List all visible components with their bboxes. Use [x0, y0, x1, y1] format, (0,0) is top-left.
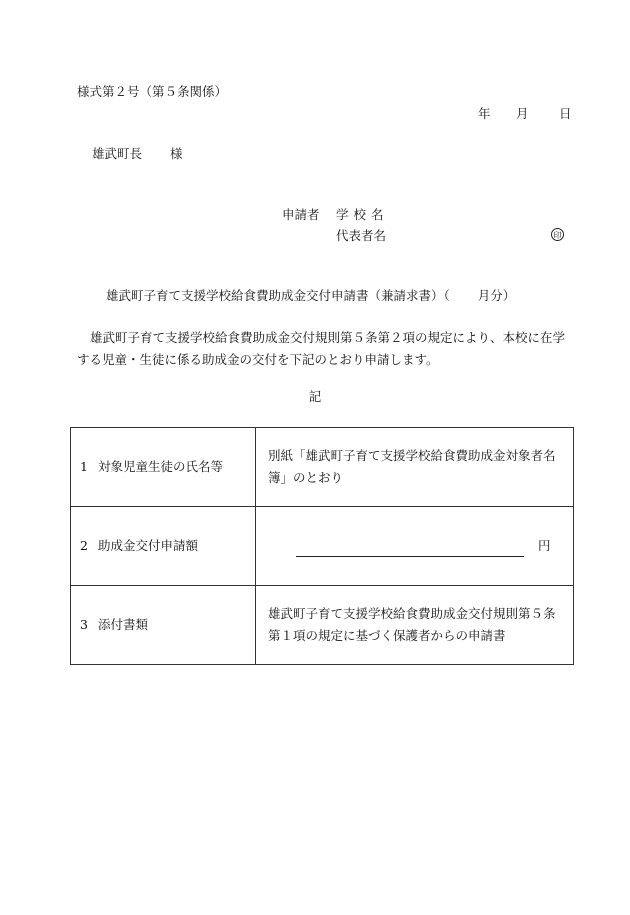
addressee-honorific: 様 [170, 146, 183, 161]
body-text: 雄武町子育て支援学校給食費助成金交付規則第５条第２項の規定により、本校に在学する児童・生徒に係る助成金の交付を下記のとおり申請します。 [77, 330, 566, 367]
document-title-main: 雄武町子育て支援学校給食費助成金交付申請書（兼請求書）（ [106, 288, 450, 303]
representative-name-label: 代表者名 [336, 228, 387, 243]
item-content-cell: 別紙「雄武町子育て支援学校給食費助成金対象者名簿」のとおり [256, 428, 574, 507]
table-row [71, 586, 574, 665]
form-number: 様式第２号（第５条関係） [77, 84, 228, 99]
item-label: 助成金交付申請額 [98, 538, 199, 553]
date-line [0, 106, 630, 122]
applicant-label: 申請者 [282, 207, 320, 222]
detail-table [70, 427, 574, 665]
date-month-label: 月 [516, 106, 529, 121]
item-number: 2 [80, 538, 88, 553]
ki-heading: 記 [308, 389, 322, 404]
amount-unit: 円 [538, 538, 551, 553]
document-title-suffix: 月分） [477, 288, 516, 303]
item-number: 3 [80, 617, 88, 632]
item-label: 対象児童生徒の氏名等 [98, 459, 224, 474]
document-title [106, 288, 515, 304]
item-content-cell [256, 507, 574, 586]
item-label-cell [71, 428, 256, 507]
item-label: 添付書類 [98, 617, 149, 632]
amount-row [268, 535, 565, 557]
addressee [92, 146, 183, 162]
date-day-label: 日 [559, 106, 572, 121]
seal-icon: 印 [551, 228, 564, 241]
item-label-cell [71, 586, 256, 665]
date-year-label: 年 [478, 106, 491, 121]
item-number: 1 [80, 459, 88, 474]
table-row [71, 507, 574, 586]
school-name-label: 学校名 [336, 207, 389, 222]
table-row [71, 428, 574, 507]
item-label-cell [71, 507, 256, 586]
amount-blank-line[interactable] [296, 542, 524, 557]
item-content-cell: 雄武町子育て支援学校給食費助成金交付規則第５条第１項の規定に基づく保護者からの申請書 [256, 586, 574, 665]
addressee-name: 雄武町長 [92, 146, 143, 161]
